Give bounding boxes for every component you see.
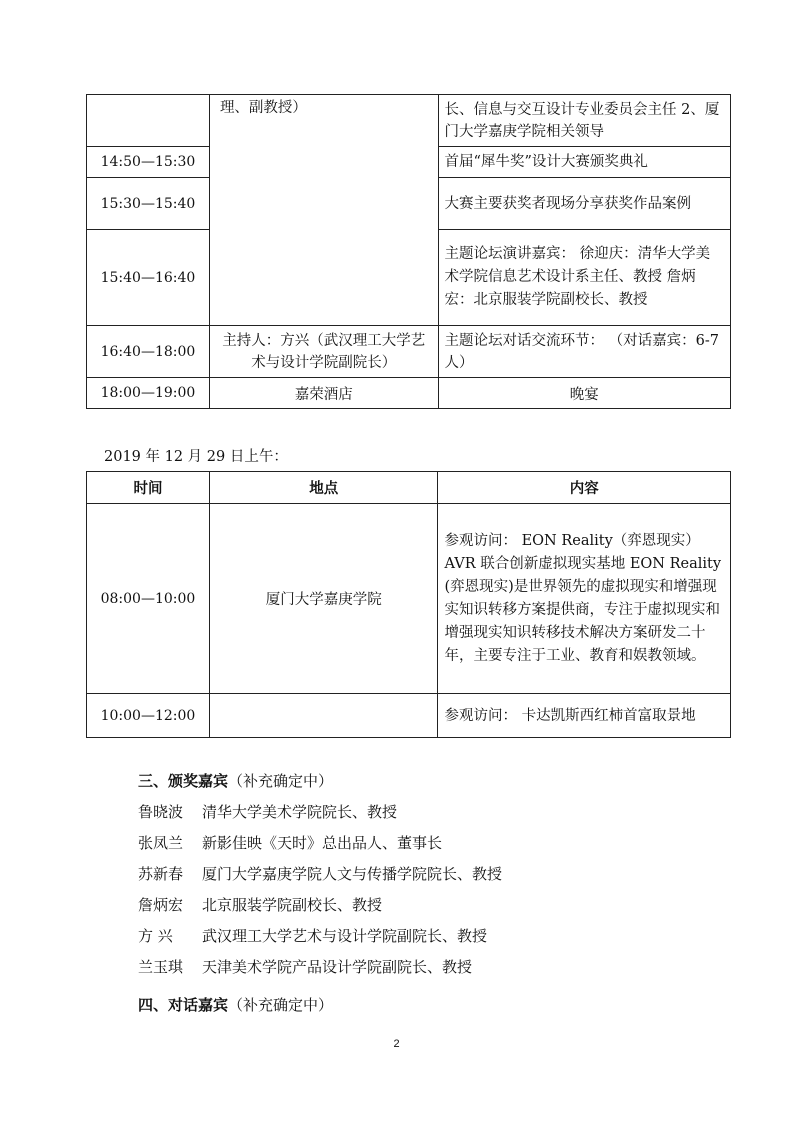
content-cell bbox=[438, 326, 730, 378]
table-row bbox=[87, 95, 731, 147]
section-dialogue-guests-heading bbox=[138, 994, 333, 1015]
guest-name: 兰玉琪 bbox=[138, 958, 184, 976]
time-cell: 15:30—15:40 bbox=[87, 178, 210, 230]
content-text: 参观访问： 卡达凯斯西红柿首富取景地 bbox=[444, 707, 696, 724]
guest-item bbox=[138, 956, 472, 977]
content-cell bbox=[438, 694, 731, 738]
time-cell: 15:40—16:40 bbox=[87, 230, 210, 326]
time-cell: 18:00—19:00 bbox=[87, 378, 210, 409]
time-cell: 16:40—18:00 bbox=[87, 326, 210, 378]
section-note: （补充确定中） bbox=[228, 996, 334, 1014]
guest-name: 苏新春 bbox=[138, 865, 184, 883]
place-text: 主持人：方兴（武汉理工大学艺术与设计学院副院长） bbox=[222, 332, 426, 371]
section-note: （补充确定中） bbox=[228, 772, 334, 790]
time-cell: 10:00—12:00 bbox=[87, 694, 210, 738]
guest-name: 方 兴 bbox=[138, 927, 173, 945]
guest-item bbox=[138, 832, 442, 853]
content-cell bbox=[438, 147, 730, 178]
time-cell bbox=[87, 95, 210, 147]
content-cell bbox=[438, 504, 731, 694]
content-cell: 晚宴 bbox=[438, 378, 730, 409]
guest-item bbox=[138, 863, 502, 884]
content-text: 参观访问： EON Reality（弈恩现实）AVR 联合创新虚拟现实基地 EON Reality (弈恩现实)是世界领先的虚拟现实和增强现实知识转移方案提供商，专注于虚拟现实和增强现实知识转移技术解决方案研发二十年，主要专注于工业、教育和娱教领域。 bbox=[444, 532, 722, 664]
guest-title: 武汉理工大学艺术与设计学院副院长、教授 bbox=[202, 927, 488, 945]
table-row bbox=[87, 694, 731, 738]
table-row bbox=[87, 378, 731, 409]
table-header-row bbox=[87, 472, 731, 504]
place-cell bbox=[209, 326, 438, 378]
content-cell bbox=[438, 230, 730, 326]
content-text: 主题论坛演讲嘉宾： 徐迎庆：清华大学美术学院信息艺术设计系主任、教授 詹炳宏：北京服装学院副校长、教授 bbox=[444, 246, 711, 308]
guest-title: 厦门大学嘉庚学院人文与传播学院院长、教授 bbox=[202, 865, 503, 883]
guest-item bbox=[138, 801, 397, 822]
time-cell: 14:50—15:30 bbox=[87, 147, 210, 178]
section-title: 三、颁奖嘉宾 bbox=[138, 772, 229, 790]
schedule-table-dec29 bbox=[86, 471, 731, 738]
place-cell: 厦门大学嘉庚学院 bbox=[209, 504, 438, 694]
guest-title: 北京服装学院副校长、教授 bbox=[202, 896, 383, 914]
section-title: 四、对话嘉宾 bbox=[138, 996, 229, 1014]
header-time: 时间 bbox=[87, 472, 210, 504]
content-text: 首届“犀牛奖”设计大赛颁奖典礼 bbox=[444, 153, 648, 170]
schedule-table-continued bbox=[86, 94, 731, 409]
content-text: 长、信息与交互设计专业委员会主任 2、厦门大学嘉庚学院相关领导 bbox=[444, 101, 720, 140]
table-row bbox=[87, 326, 731, 378]
content-text: 大赛主要获奖者现场分享获奖作品案例 bbox=[444, 195, 692, 212]
header-place: 地点 bbox=[209, 472, 438, 504]
section-award-guests-heading bbox=[138, 770, 333, 791]
guest-title: 天津美术学院产品设计学院副院长、教授 bbox=[202, 958, 473, 976]
guest-name: 詹炳宏 bbox=[138, 896, 184, 914]
date-line: 2019 年 12 月 29 日上午： bbox=[104, 449, 288, 465]
guest-name: 张凤兰 bbox=[138, 834, 184, 852]
guest-item bbox=[138, 925, 487, 946]
time-cell: 08:00—10:00 bbox=[87, 504, 210, 694]
guest-item bbox=[138, 894, 382, 915]
table-row bbox=[87, 504, 731, 694]
place-cell: 嘉荣酒店 bbox=[209, 378, 438, 409]
guest-title: 新影佳映《天时》总出品人、董事长 bbox=[202, 834, 443, 852]
place-text: 理、副教授） bbox=[219, 100, 307, 116]
guest-name: 鲁晓波 bbox=[138, 803, 184, 821]
place-cell bbox=[209, 694, 438, 738]
header-content: 内容 bbox=[438, 472, 731, 504]
page-number: 2 bbox=[393, 1038, 400, 1050]
content-cell bbox=[438, 95, 730, 147]
place-cell bbox=[209, 95, 438, 326]
guest-title: 清华大学美术学院院长、教授 bbox=[202, 803, 398, 821]
content-cell bbox=[438, 178, 730, 230]
content-text: 主题论坛对话交流环节： （对话嘉宾：6-7 人） bbox=[444, 332, 719, 371]
